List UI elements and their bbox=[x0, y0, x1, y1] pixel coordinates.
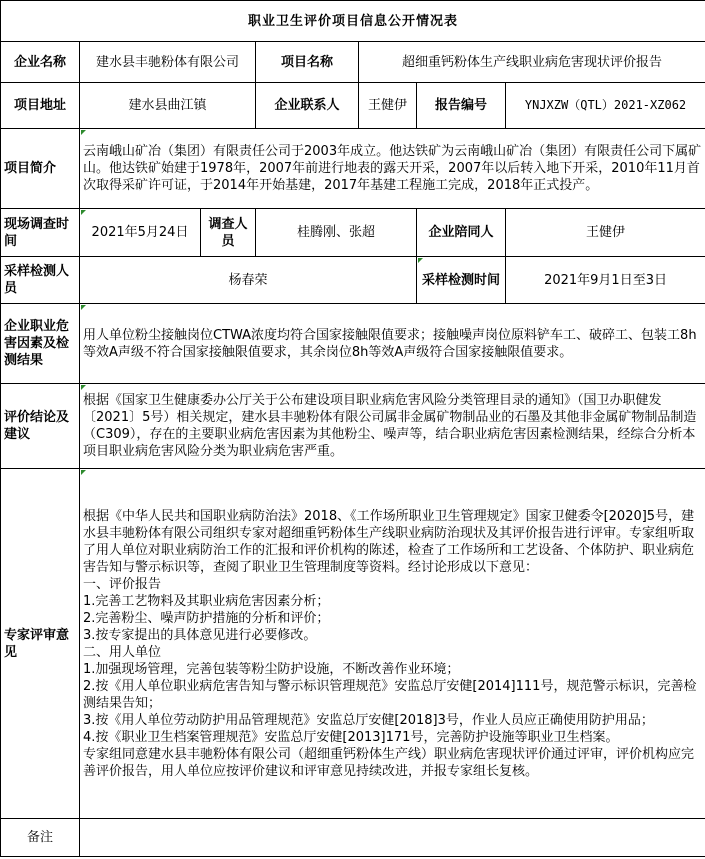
project-address-value: 建水县曲江镇 bbox=[80, 83, 256, 129]
page-title: 职业卫生评价项目信息公开情况表 bbox=[1, 1, 705, 42]
company-contact-value: 王健伊 bbox=[359, 83, 417, 129]
project-address-label: 项目地址 bbox=[1, 83, 80, 129]
sampling-staff-value: 杨春荣 bbox=[80, 257, 417, 304]
investigators-label: 调查人员 bbox=[201, 209, 256, 257]
project-name-label: 项目名称 bbox=[256, 42, 359, 83]
conclusion-value: 根据《国家卫生健康委办公厅关于公布建设项目职业病危害风险分类管理目录的通知》（国卫办职健发〔2021〕5号）相关规定，建水县丰驰粉体有限公司属非金属矿物制品业的石墨及其他非金属矿物制品制造（C309），存在的主要职业病危害因素为其他粉尘、噪声等，结合职业病危害因素检测结果，经综合分析本项目职业病危害风险分类为职业病危害严重。 bbox=[80, 384, 705, 469]
project-intro-label: 项目简介 bbox=[1, 129, 80, 209]
survey-time-label: 现场调查时间 bbox=[1, 209, 80, 257]
conclusion-label: 评价结论及建议 bbox=[1, 384, 80, 469]
remarks-value bbox=[80, 819, 705, 857]
company-name-label: 企业名称 bbox=[1, 42, 80, 83]
report-number-label: 报告编号 bbox=[417, 83, 506, 129]
company-name-value: 建水县丰驰粉体有限公司 bbox=[80, 42, 256, 83]
company-escort-label: 企业陪同人 bbox=[417, 209, 506, 257]
project-intro-value: 云南峨山矿冶（集团）有限责任公司于2003年成立。他达铁矿为云南峨山矿冶（集团）有限责任公司下属矿山。他达铁矿始建于1978年，2007年前进行地表的露天开采，2007年以后转入地下开采，2010年11月首次取得采矿许可证，于2014年开始基建，2017年基建工程施工完成，2018年正式投产。 bbox=[80, 129, 705, 209]
expert-opinion-label: 专家评审意见 bbox=[1, 469, 80, 819]
investigators-value: 桂腾刚、张超 bbox=[256, 209, 417, 257]
project-name-value: 超细重钙粉体生产线职业病危害现状评价报告 bbox=[359, 42, 705, 83]
survey-time-value: 2021年5月24日 bbox=[80, 209, 201, 257]
remarks-label: 备注 bbox=[1, 819, 80, 857]
company-escort-value: 王健伊 bbox=[506, 209, 705, 257]
company-contact-label: 企业联系人 bbox=[256, 83, 359, 129]
sampling-staff-label: 采样检测人员 bbox=[1, 257, 80, 304]
report-number-value: YNJXZW（QTL）2021-XZ062 bbox=[506, 83, 705, 129]
hazard-results-label: 企业职业危害因素及检测结果 bbox=[1, 304, 80, 384]
hazard-results-value: 用人单位粉尘接触岗位CTWA浓度均符合国家接触限值要求；接触噪声岗位原料铲车工、破碎工、包装工8h等效A声级不符合国家接触限值要求，其余岗位8h等效A声级符合国家接触限值要求。 bbox=[80, 304, 705, 384]
sampling-time-value: 2021年9月1日至3日 bbox=[506, 257, 705, 304]
sampling-time-label: 采样检测时间 bbox=[417, 257, 506, 304]
expert-opinion-value: 根据《中华人民共和国职业病防治法》2018、《工作场所职业卫生管理规定》国家卫健委令[2020]5号，建水县丰驰粉体有限公司组织专家对超细重钙粉体生产线职业病防治现状及其评价报告进行评审。专家组听取了用人单位对职业病防治工作的汇报和评价机构的陈述，检查了工作场所和工艺设备、个体防护、职业病危害告知与警示标识等，查阅了职业卫生管理制度等资料。经讨论形成以下意见： 一、评价报告 1.完善工艺物料及其职业病危害因素分析； 2.完善粉尘、噪声防护措施的分析和评价； 3.按专家提出的具体意见进行必要修改。 二、用人单位 1.加强现场管理，完善包装等粉尘防护设施，不断改善作业环境； 2.按《用人单位职业病危害告知与警示标识管理规范》安监总厅安健[2014]111号，规范警示标识，完善检测结果告知； 3.按《用人单位劳动防护用品管理规范》安监总厅安健[2018]3号，作业人员应正确使用防护用品； 4.按《职业卫生档案管理规范》安监总厅安健[2013]171号，完善防护设施等职业卫生档案。 专家组同意建水县丰驰粉体有限公司（超细重钙粉体生产线）职业病危害现状评价通过评审，评价机构应完善评价报告，用人单位应按评价建议和评审意见持续改进，并报专家组长复核。 bbox=[80, 469, 705, 819]
